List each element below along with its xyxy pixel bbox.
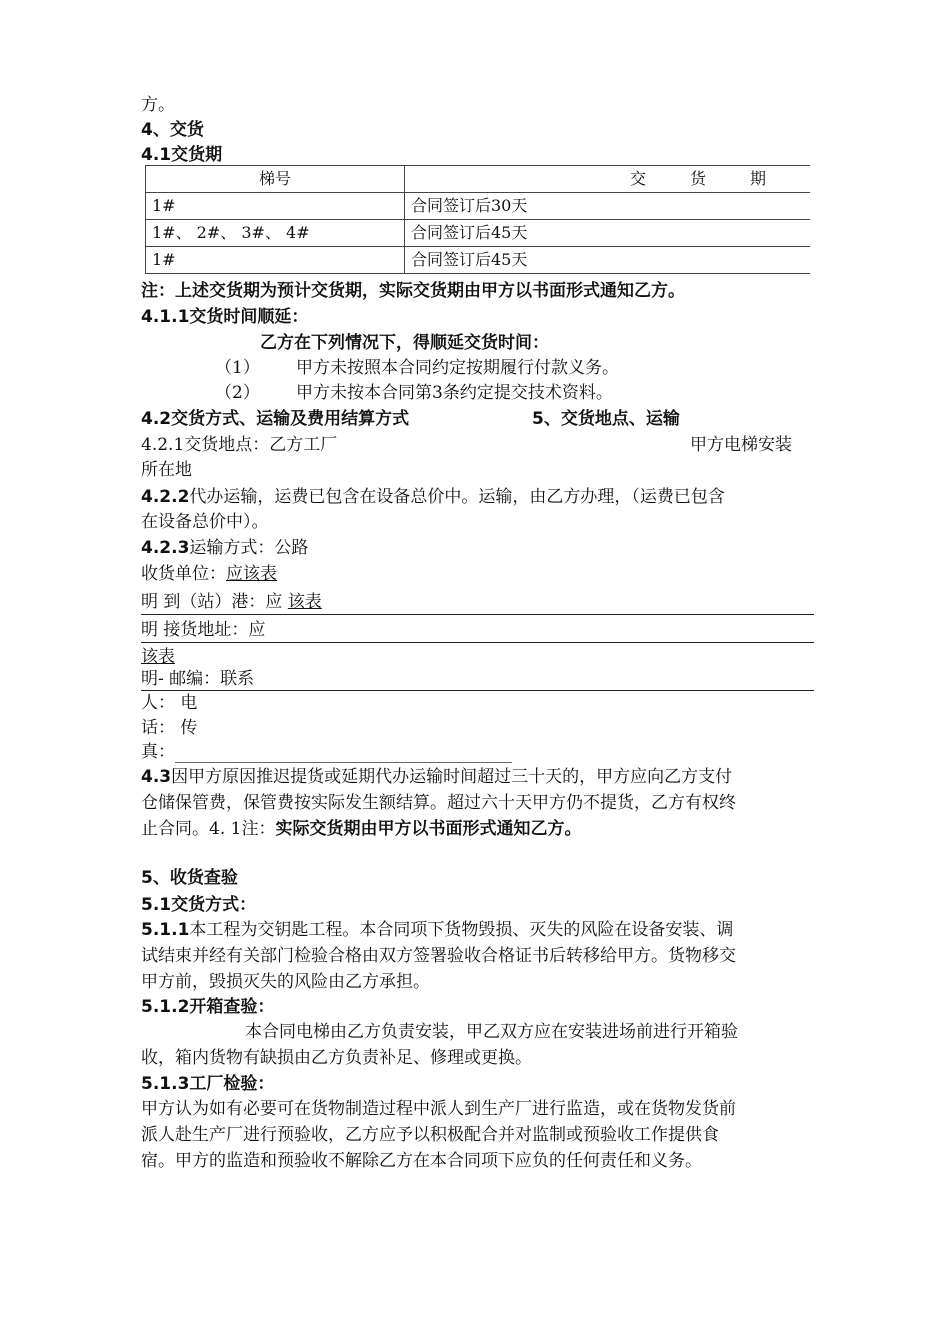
table-row xyxy=(146,193,811,220)
clause-note-bold: 实际交货期由甲方以书面形式通知乙方。 xyxy=(275,819,582,839)
fax-line: 真： xyxy=(141,742,175,762)
section-5-heading: 5、收货查验 xyxy=(141,868,238,888)
section-5-1-2-line1: 本合同电梯由乙方负责安装，甲乙双方应在安装进场前进行开箱验 xyxy=(245,1022,738,1042)
header-delivery-period: 交货期 xyxy=(405,166,811,193)
phone-line: 话： 传 xyxy=(141,718,198,738)
section-5-1-2-heading: 5.1.2开箱查验： xyxy=(141,997,275,1017)
clause-text: 运输方式：公路 xyxy=(189,538,309,558)
destination-port-label: 明 到（站）港：应 xyxy=(141,592,283,612)
section-4-1-heading: 4.1交货期 xyxy=(141,145,223,165)
table-header-row xyxy=(146,166,811,193)
clause-text: 止合同。4. 1注： xyxy=(141,819,276,839)
receiving-address-cont: 该表 xyxy=(141,647,175,667)
table-row xyxy=(146,220,811,247)
cell-delivery-period: 合同签订后45天 xyxy=(405,220,811,247)
extension-conditions: 乙方在下列情况下，得顺延交货时间： xyxy=(260,333,549,353)
header-elevator-no: 梯号 xyxy=(146,166,405,193)
clause-number: 5.1.1 xyxy=(141,920,190,940)
transport-paragraph-line2: 在设备总价中）。 xyxy=(141,512,269,532)
clause-text: 因甲方原因推迟提货或延期代办运输时间超过三十天的，甲方应向乙方支付 xyxy=(171,767,733,787)
section-5-1-1-line1 xyxy=(141,919,733,941)
delivery-schedule-table xyxy=(145,165,810,274)
delivery-location-text: 4.2.1交货地点：乙方工厂 xyxy=(141,435,338,455)
destination-port-line xyxy=(141,591,322,613)
clause-number: 4.3 xyxy=(141,767,172,787)
table-row xyxy=(146,247,811,274)
section-5-1-1-line3: 甲方前，毁损灭失的风险由乙方承担。 xyxy=(141,972,430,992)
clause-number: 4.2.2 xyxy=(141,487,190,507)
delivery-location-cont: 所在地 xyxy=(141,460,192,480)
clause-number: 4.2.3 xyxy=(141,538,190,558)
cell-elevator-no: 1# xyxy=(146,193,405,220)
section-5-1-1-line2: 试结束并经有关部门检验合格由双方签署验收合格证书后转移给甲方。货物移交 xyxy=(141,946,736,966)
section-4-3-line3 xyxy=(141,818,581,840)
item-2-number: （2） xyxy=(215,383,260,403)
section-5-1-3-line1: 甲方认为如有必要可在货物制造过程中派人到生产厂进行监造，或在货物发货前 xyxy=(141,1099,736,1119)
postcode-line: 明- 邮编：联系 xyxy=(141,669,255,689)
destination-port-value: 该表 xyxy=(287,592,322,612)
receiving-address-line: 明 接货地址：应 xyxy=(141,620,266,640)
item-1-text: 甲方未按照本合同约定按期履行付款义务。 xyxy=(296,358,619,378)
section-5-1-3-line2: 派人赴生产厂进行预验收，乙方应予以积极配合并对监制或预验收工作提供食 xyxy=(141,1125,719,1145)
fax-underline xyxy=(175,762,512,763)
cell-delivery-period: 合同签订后45天 xyxy=(405,247,811,274)
delivery-location-right: 甲方电梯安装 xyxy=(690,435,792,455)
divider-line xyxy=(141,642,814,643)
consignee-label: 收货单位： xyxy=(141,564,226,584)
transport-method-line xyxy=(141,537,308,559)
section-4-heading: 4、交货 xyxy=(141,120,204,140)
section-5-1-3-line3: 宿。甲方的监造和预验收不解除乙方在本合同项下应负的任何责任和义务。 xyxy=(141,1151,702,1171)
section-5-delivery-location-heading: 5、交货地点、运输 xyxy=(532,409,680,429)
clause-text: 本工程为交钥匙工程。本合同项下货物毁损、灭失的风险在设备安装、调 xyxy=(189,920,734,940)
item-1-number: （1） xyxy=(215,358,260,378)
consignee-line xyxy=(141,563,277,585)
section-4-1-1-heading: 4.1.1交货时间顺延： xyxy=(141,307,309,327)
cell-delivery-period: 合同签订后30天 xyxy=(405,193,811,220)
clause-text: 代办运输，运费已包含在设备总价中。运输，由乙方办理，（运费已包含 xyxy=(189,487,725,507)
item-2-text: 甲方未按本合同第3条约定提交技术资料。 xyxy=(296,383,613,403)
consignee-value: 应该表 xyxy=(226,564,277,584)
delivery-note: 注：上述交货期为预计交货期，实际交货期由甲方以书面形式通知乙方。 xyxy=(141,281,685,301)
section-4-3-line2: 仓储保管费，保管费按实际发生额结算。超过六十天甲方仍不提货，乙方有权终 xyxy=(141,793,736,813)
divider-line xyxy=(141,690,814,691)
section-4-2-heading: 4.2交货方式、运输及费用结算方式 xyxy=(141,409,410,429)
divider-line xyxy=(141,614,814,615)
cell-elevator-no: 1#、 2#、 3#、 4# xyxy=(146,220,405,247)
section-5-1-heading: 5.1交货方式： xyxy=(141,895,257,915)
continuation-text: 方。 xyxy=(141,95,175,115)
contact-person-line: 人： 电 xyxy=(141,693,198,713)
section-5-1-2-line2: 收，箱内货物有缺损由乙方负责补足、修理或更换。 xyxy=(141,1048,532,1068)
transport-paragraph-line1 xyxy=(141,486,725,508)
section-4-3-line1 xyxy=(141,766,732,788)
section-5-1-3-heading: 5.1.3工厂检验： xyxy=(141,1074,275,1094)
cell-elevator-no: 1# xyxy=(146,247,405,274)
